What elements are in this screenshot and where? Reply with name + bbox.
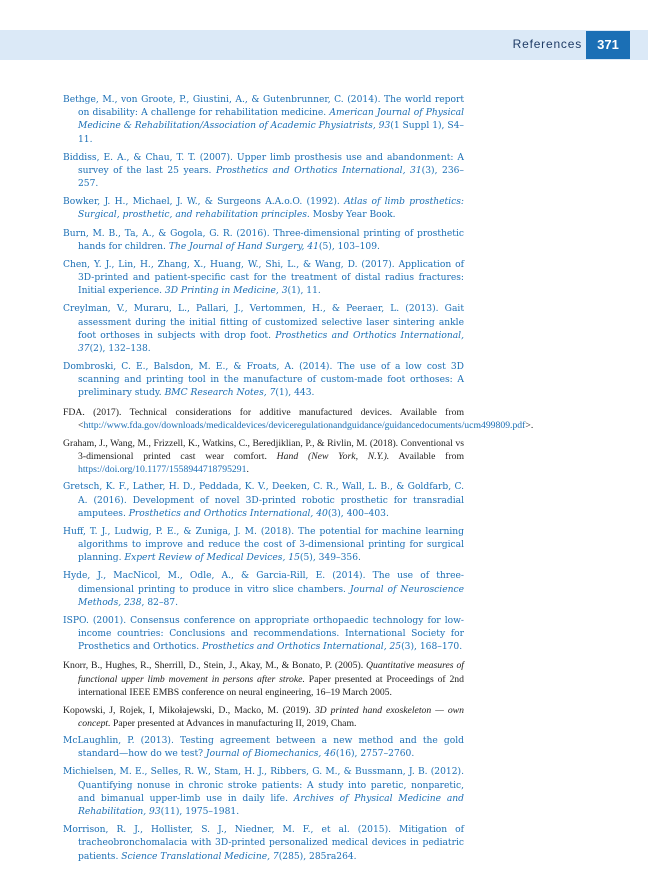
reference-tail: . — [246, 464, 249, 476]
reference-link[interactable]: https://doi.org/10.1177/1558944718795291 — [78, 464, 247, 476]
reference-tail: (3), 400–403. — [327, 508, 389, 519]
reference-source: 3D printed hand exoskeleton — own concept. — [78, 704, 464, 729]
reference-tail: Available from — [389, 451, 464, 462]
reference-entry — [63, 735, 464, 761]
reference-entry — [63, 659, 464, 699]
reference-source: Prosthetics and Orthotics International, 25 — [202, 642, 402, 653]
reference-tail: Paper presented at Proceedings of 2nd international IEEE EMBS conference on neural engineering, 16–19 March 2005. — [78, 673, 464, 698]
reference-text: Bethge, M., von Groote, P., Giustini, A., & Gutenbrunner, C. (2014). The world report on disability: A challenge for rehabilitation medicine. — [63, 95, 464, 119]
reference-entry — [63, 196, 464, 222]
reference-tail: (3), 236–257. — [78, 165, 464, 190]
reference-text: Huff, T. J., Ludwig, P. E., & Zuniga, J. M. (2018). The potential for machine learning algorithms to improve and reduce the cost of 3-dimensional printing for surgical planning. — [63, 526, 464, 564]
reference-tail: (16), 2757–2760. — [335, 749, 415, 760]
reference-text: Kopowski, J, Rojek, I, Mikołajewski, D., Macko, M. (2019). — [63, 704, 315, 716]
reference-text: Knorr, B., Hughes, R., Sherrill, D., Stein, J., Akay, M., & Bonato, P. (2005). — [63, 660, 367, 672]
reference-entry — [63, 615, 464, 655]
reference-tail: (11), 1975–1981. — [160, 807, 240, 817]
reference-source: American Journal of Physical Medicine & Rehabilitation/Association of Academic Physiatrists, 93 — [78, 108, 465, 132]
reference-tail: (1), 443. — [275, 388, 315, 399]
reference-tail: (2), 132–138. — [89, 343, 151, 354]
reference-entry — [63, 704, 464, 730]
reference-entry — [63, 406, 534, 432]
reference-text: McLaughlin, P. (2013). Testing agreement between a new method and the gold standard—how do we test? — [63, 736, 464, 760]
reference-entry — [63, 481, 464, 521]
reference-source: The Journal of Hand Surgery, 41 — [168, 241, 319, 252]
reference-text: Bowker, J. H., Michael, J. W., & Surgeons A.A.o.O. (1992). — [63, 197, 345, 208]
reference-text: Michielsen, M. E., Selles, R. W., Stam, H. J., Ribbers, G. M., & Bussmann, J. B. (2012). Quantifying nonuse in chronic stroke patients: A study into paretic, nonparetic, and bimanual upper-limb use in daily life. — [63, 767, 464, 804]
reference-source: Quantitative measures of functional upper limb movement in persons after stroke. — [78, 660, 464, 685]
reference-link[interactable]: http://www.fda.gov/downloads/medicaldevices/deviceregulationandguidance/guidancedocuments/ucm499809.pdf — [83, 419, 526, 431]
running-header-title: References — [512, 37, 582, 51]
reference-text: FDA. (2017). Technical considerations for additive manufactured devices. Available from < — [63, 406, 464, 431]
reference-tail: (5), 103–109. — [318, 241, 380, 252]
reference-tail: (3), 168–170. — [401, 642, 463, 653]
reference-entry — [63, 570, 464, 610]
reference-entry — [63, 437, 464, 477]
reference-source: Prosthetics and Orthotics International, 37 — [78, 330, 464, 354]
reference-source: BMC Research Notes, 7 — [164, 388, 276, 399]
reference-tail: , 82–87. — [141, 597, 179, 608]
reference-source: Expert Review of Medical Devices, 15 — [124, 553, 300, 564]
reference-text: Gretsch, K. F., Lather, H. D., Peddada, K. V., Deeken, C. R., Wall, L. B., & Goldfarb, C. A. (2016). Development of novel 3D-printed robotic prosthetic for transradial amputees. — [63, 482, 464, 519]
reference-list — [63, 94, 534, 869]
reference-source: Hand (New York, N.Y.). — [276, 451, 390, 462]
reference-source: Prosthetics and Orthotics International, 31 — [215, 165, 422, 176]
reference-entry — [63, 526, 464, 566]
reference-entry — [63, 152, 464, 192]
reference-text: Biddiss, E. A., & Chau, T. T. (2007). Upper limb prosthesis use and abandonment: A survey of the last 25 years. — [63, 152, 464, 176]
reference-text: Dombroski, C. E., Balsdon, M. E., & Froats, A. (2014). The use of a low cost 3D scanning and printing tool in the manufacture of custom-made foot orthoses: A preliminary study. — [63, 362, 464, 399]
reference-text: Burn, M. B., Ta, A., & Gogola, G. R. (2016). Three-dimensional printing of prosthetic hands for children. — [63, 228, 464, 252]
reference-source: Journal of Neuroscience Methods, 238 — [78, 584, 464, 608]
reference-entry — [63, 303, 464, 356]
reference-tail: Mosby Year Book. — [309, 210, 396, 221]
reference-source: Journal of Biomechanics, 46 — [205, 749, 336, 760]
reference-text: Creylman, V., Muraru, L., Pallari, J., Vertommen, H., & Peeraer, L. (2013). Gait assessment during the initial fitting of customized selective laser sintering ankle foot orthoses in subjects with drop foot. — [63, 304, 464, 341]
reference-source: Archives of Physical Medicine and Rehabilitation, 93 — [78, 793, 464, 817]
reference-entry — [63, 259, 464, 299]
reference-entry — [63, 766, 464, 819]
reference-tail: (1 Suppl 1), S4–11. — [78, 121, 464, 145]
reference-tail: (285), 285ra264. — [278, 851, 357, 862]
reference-entry — [63, 361, 464, 401]
page-number: 371 — [586, 31, 630, 59]
reference-tail: Paper presented at Advances in manufacturing II, 2019, Cham. — [110, 718, 357, 729]
reference-text: ISPO. (2001). Consensus conference on appropriate orthopaedic technology for low-income countries: Conclusions and recommendations. International Society for Prosthetics and Orthotics. — [63, 615, 464, 653]
reference-source: Prosthetics and Orthotics International, 40 — [128, 508, 328, 519]
reference-entry — [63, 94, 464, 147]
reference-text: Graham, J., Wang, M., Frizzell, K., Watkins, C., Beredjiklian, P., & Rivlin, M. (2018). Conventional vs 3-dimensional printed cast wear comfort. — [63, 437, 464, 462]
reference-text: Hyde, J., MacNicol, M., Odle, A., & Garcia-Rill, E. (2014). The use of three-dimensional printing to produce in vitro slice chambers. — [63, 571, 464, 595]
reference-source: Science Translational Medicine, 7 — [121, 851, 279, 862]
reference-tail: (1), 11. — [287, 286, 321, 297]
reference-entry — [63, 228, 464, 254]
reference-tail: >. — [525, 419, 534, 431]
reference-text: Morrison, R. J., Hollister, S. J., Niedner, M. F., et al. (2015). Mitigation of tracheobronchomalacia with 3D-printed personalized medical devices in pediatric patients. — [63, 825, 464, 862]
reference-source: 3D Printing in Medicine, 3 — [164, 286, 288, 297]
reference-source: Atlas of limb prosthetics: Surgical, prosthetic, and rehabilitation principles. — [78, 197, 464, 221]
reference-tail: (5), 349–356. — [299, 553, 361, 564]
reference-entry — [63, 824, 464, 864]
reference-text: Chen, Y. J., Lin, H., Zhang, X., Huang, W., Shi, L., & Wang, D. (2017). Application of 3D-printed and patient-specific cast for the treatment of distal radius fractures: Initial experience. — [63, 259, 464, 297]
